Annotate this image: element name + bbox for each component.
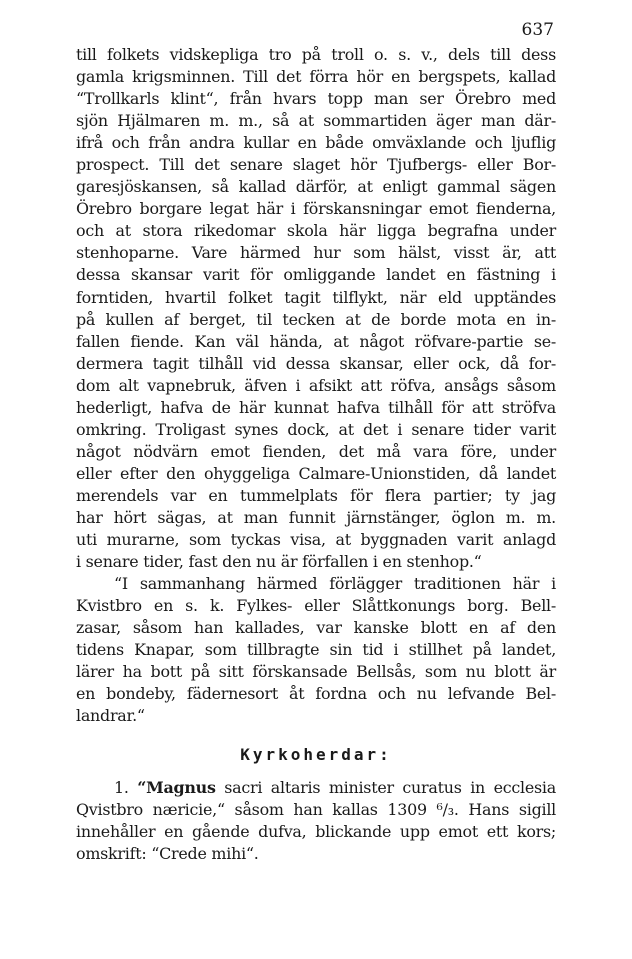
entry-line: Qvistbro næricie,“ såsom han kallas 1309 ⁶/₃. Hans sigill bbox=[76, 800, 556, 820]
body-text bbox=[76, 44, 556, 727]
section-heading: Kyrkoherdar: bbox=[240, 745, 392, 764]
entry-line bbox=[76, 777, 556, 799]
text-line: något nödvärn emot fienden, det må vara före, under bbox=[76, 441, 556, 461]
entry-text: sacri altaris minister curatus in ecclesia bbox=[224, 778, 556, 797]
text-line: tidens Knapar, som tillbragte sin tid i stillhet på landet, bbox=[76, 640, 556, 660]
text-line: ifrå och från andra kullar en både omväxlande och ljuflig bbox=[76, 133, 556, 153]
text-line: landrar.“ bbox=[76, 706, 145, 726]
text-line: dermera tagit tilhåll vid dessa skansar, eller ock, då for- bbox=[76, 353, 556, 373]
text-line: dessa skansar varit för omliggande landet en fästning i bbox=[76, 265, 556, 285]
text-line: uti murarne, som tyckas visa, at byggnaden varit anlagd bbox=[76, 530, 556, 550]
text-line: har hört sägas, at man funnit järnstänger, öglon m. m. bbox=[76, 507, 556, 527]
text-line: fallen fiende. Kan väl hända, at något röfvare-partie se- bbox=[76, 331, 556, 351]
text-line: till folkets vidskepliga tro på troll o. s. v., dels till dess bbox=[76, 45, 556, 64]
text-line: eller efter den ohyggeliga Calmare-Unionstiden, då landet bbox=[76, 463, 556, 483]
text-line: zasar, såsom han kallades, var kanske blott en af den bbox=[76, 618, 556, 638]
text-line: “Trollkarls klint“, från hvars topp man ser Örebro med bbox=[76, 89, 556, 109]
text-line: i senare tider, fast den nu är förfallen i en stenhop.“ bbox=[76, 552, 482, 572]
text-line: “I sammanhang härmed förlägger traditionen här i bbox=[114, 574, 556, 594]
text-line: en bondeby, fädernesort åt fordna och nu lefvande Bel- bbox=[76, 684, 556, 704]
text-line: Örebro borgare legat här i förskansningar emot fienderna, bbox=[76, 199, 556, 219]
text-line: på kullen af berget, til tecken at de borde mota en in- bbox=[76, 309, 556, 329]
text-line: garesjöskansen, så kallad därför, at enligt gammal sägen bbox=[76, 177, 556, 197]
text-line: omkring. Troligast synes dock, at det i senare tider varit bbox=[76, 419, 556, 439]
text-line: gamla krigsminnen. Till det förra hör en bergspets, kallad bbox=[76, 67, 556, 87]
text-line: forntiden, hvartil folket tagit tilflykt, när eld upptändes bbox=[76, 287, 556, 307]
entry-name: “Magnus bbox=[137, 778, 216, 797]
text-line: hederligt, hafva de här kunnat hafva tilhåll för att ströfva bbox=[76, 397, 556, 417]
text-line: merendels var en tummelplats för flera partier; ty jag bbox=[76, 485, 556, 505]
text-line: prospect. Till det senare slaget hör Tjufbergs- eller Bor- bbox=[76, 155, 556, 175]
text-line: dom alt vapnebruk, äfven i afsikt att röfva, ansågs såsom bbox=[76, 375, 556, 395]
text-line: Kvistbro en s. k. Fylkes- eller Slåttkonungs borg. Bell- bbox=[76, 596, 556, 616]
text-line: stenhoparne. Vare härmed hur som hälst, visst är, att bbox=[76, 243, 556, 263]
entry-list bbox=[76, 777, 556, 865]
text-line: sjön Hjälmaren m. m., så at sommartiden äger man där- bbox=[76, 111, 556, 131]
text-line: lärer ha bott på sitt förskansade Bellsås, som nu blott är bbox=[76, 662, 556, 682]
entry-number: 1. bbox=[114, 778, 129, 797]
text-line: och at stora rikedomar skola här ligga begrafna under bbox=[76, 221, 556, 241]
entry-line: innehåller en gående dufva, blickande upp emot ett kors; bbox=[76, 822, 556, 842]
page-number: 637 bbox=[521, 20, 554, 40]
entry-line: omskrift: “Crede mihi“. bbox=[76, 844, 259, 864]
